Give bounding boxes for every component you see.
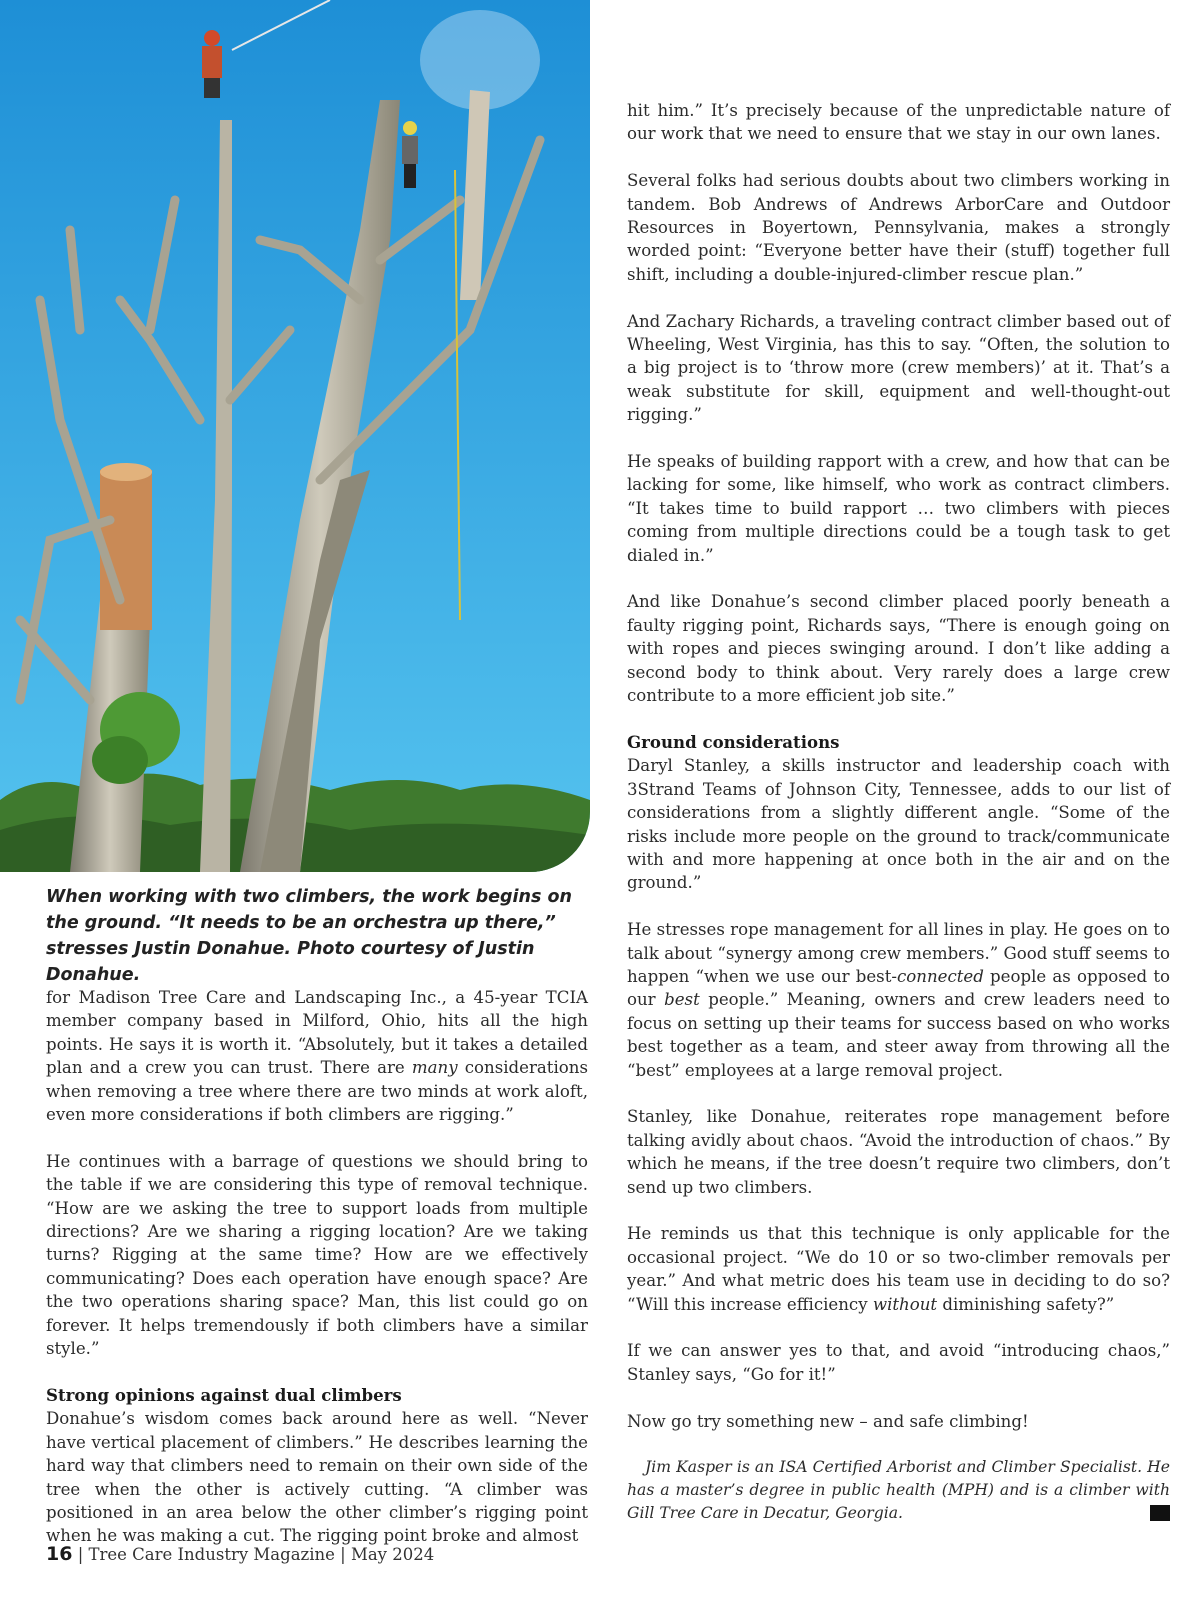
right-paragraph-3: And Zachary Richards, a traveling contract climber based out of Wheeling, West Virginia, has this to say. “Often, the solution to a big project is to ‘throw more (crew members)’ at it. That’s a weak substitute for skill, equipment and well-thought-out rigging.”: [627, 311, 1170, 425]
right-paragraph-6: Daryl Stanley, a skills instructor and leadership coach with 3Strand Teams of Johnson City, Tennessee, adds to our list of considerations from a slightly different angle. “Some of the risks include more people on the ground to track/communicate with and more happening at once both in the air and on the ground.”: [627, 756, 1170, 893]
right-column: [627, 99, 1170, 1525]
right-paragraph-8: Stanley, like Donahue, reiterates rope management before talking avidly about chaos. “Avoid the introduction of chaos.” By which he means, if the tree doesn’t require two climbers, don’t send up two climbers.: [627, 1107, 1170, 1197]
right-paragraph-9: He reminds us that this technique is only applicable for the occasional project. “We do 10 or so two-climber removals per year.” And what metric does his team use in deciding to do so? “Will this increase efficiency without diminishing safety?”: [627, 1224, 1170, 1314]
right-paragraph-7: He stresses rope management for all lines in play. He goes on to talk about “synergy among crew members.” Good stuff seems to happen “when we use our best-connected people as opposed to our best people.” Meaning, owners and crew leaders need to focus on setting up their teams for success based on who works best together as a team, and steer away from throwing all the “best” employees at a large removal project.: [627, 920, 1171, 1080]
climber-top: [202, 30, 222, 98]
right-paragraph-5: And like Donahue’s second climber placed poorly beneath a faulty rigging point, Richards says, “There is enough going on with ropes and pieces swinging around. I don’t like adding a second body to think about. Very rarely does a large crew contribute to a more efficient job site.”: [627, 592, 1170, 706]
left-paragraph-2: He continues with a barrage of questions we should bring to the table if we are considering this type of removal technique. “How are we asking the tree to support loads from multiple directions? Are we sharing a rigging location? Are we taking turns? Rigging at the same time? How are we effectively communicating? Does each operation have enough space? Are the two operations sharing space? Man, this list could go on forever. It helps tremendously if both climbers have a similar style.”: [46, 1151, 588, 1359]
tree-removal-photo: [0, 0, 590, 872]
section-heading-strong-opinions: Strong opinions against dual climbers: [46, 1384, 402, 1405]
left-paragraph-3: Donahue’s wisdom comes back around here as well. “Never have vertical placement of climbers.” He describes learning the hard way that climbers need to remain on their own side of the tree when the other is actively cutting. “A climber was positioned in an area below the other climber’s rigging point when he was making a cut. The rigging point broke and almost: [46, 1409, 588, 1546]
author-bio: Jim Kasper is an ISA Certified Arborist and Climber Specialist. He has a master’s degree in public health (MPH) and is a climber with Gill Tree Care in Decatur, Georgia.: [627, 1458, 1170, 1523]
left-column: [46, 986, 588, 1548]
photo-illustration: [0, 0, 590, 872]
left-paragraph-1: for Madison Tree Care and Landscaping Inc., a 45-year TCIA member company based in Milford, Ohio, hits all the high points. He says it is worth it. “Absolutely, but it takes a detailed plan and a crew you can trust. There are many considerations when removing a tree where there are two minds at work aloft, even more considerations if both climbers are rigging.”: [46, 988, 588, 1125]
right-paragraph-1: hit him.” It’s precisely because of the unpredictable nature of our work that we need to ensure that we stay in our own lanes.: [627, 101, 1170, 144]
end-mark-icon: [1150, 1505, 1170, 1521]
photo-caption: When working with two climbers, the work begins on the ground. “It needs to be an orchestra up there,” stresses Justin Donahue. Photo courtesy of Justin Donahue.: [46, 887, 572, 985]
right-paragraph-2: Several folks had serious doubts about two climbers working in tandem. Bob Andrews of Andrews ArborCare and Outdoor Resources in Boyertown, Pennsylvania, makes a strongly worded point: “Everyone better have their (stuff) together full shift, including a double-injured-climber rescue plan.”: [627, 171, 1170, 284]
right-paragraph-10: If we can answer yes to that, and avoid “introducing chaos,” Stanley says, “Go for it!”: [627, 1341, 1170, 1384]
footer-text: | Tree Care Industry Magazine | May 2024: [72, 1545, 435, 1564]
page-number: 16: [46, 1543, 73, 1565]
climber-middle: [402, 121, 418, 188]
right-paragraph-4: He speaks of building rapport with a crew, and how that can be lacking for some, like himself, who work as contract climbers. “It takes time to build rapport … two climbers with pieces coming from multiple directions could be a tough task to get dialed in.”: [627, 452, 1170, 565]
right-paragraph-11: Now go try something new – and safe climbing!: [627, 1411, 1029, 1431]
section-heading-ground-considerations: Ground considerations: [627, 731, 840, 752]
page-footer: [46, 1543, 434, 1565]
